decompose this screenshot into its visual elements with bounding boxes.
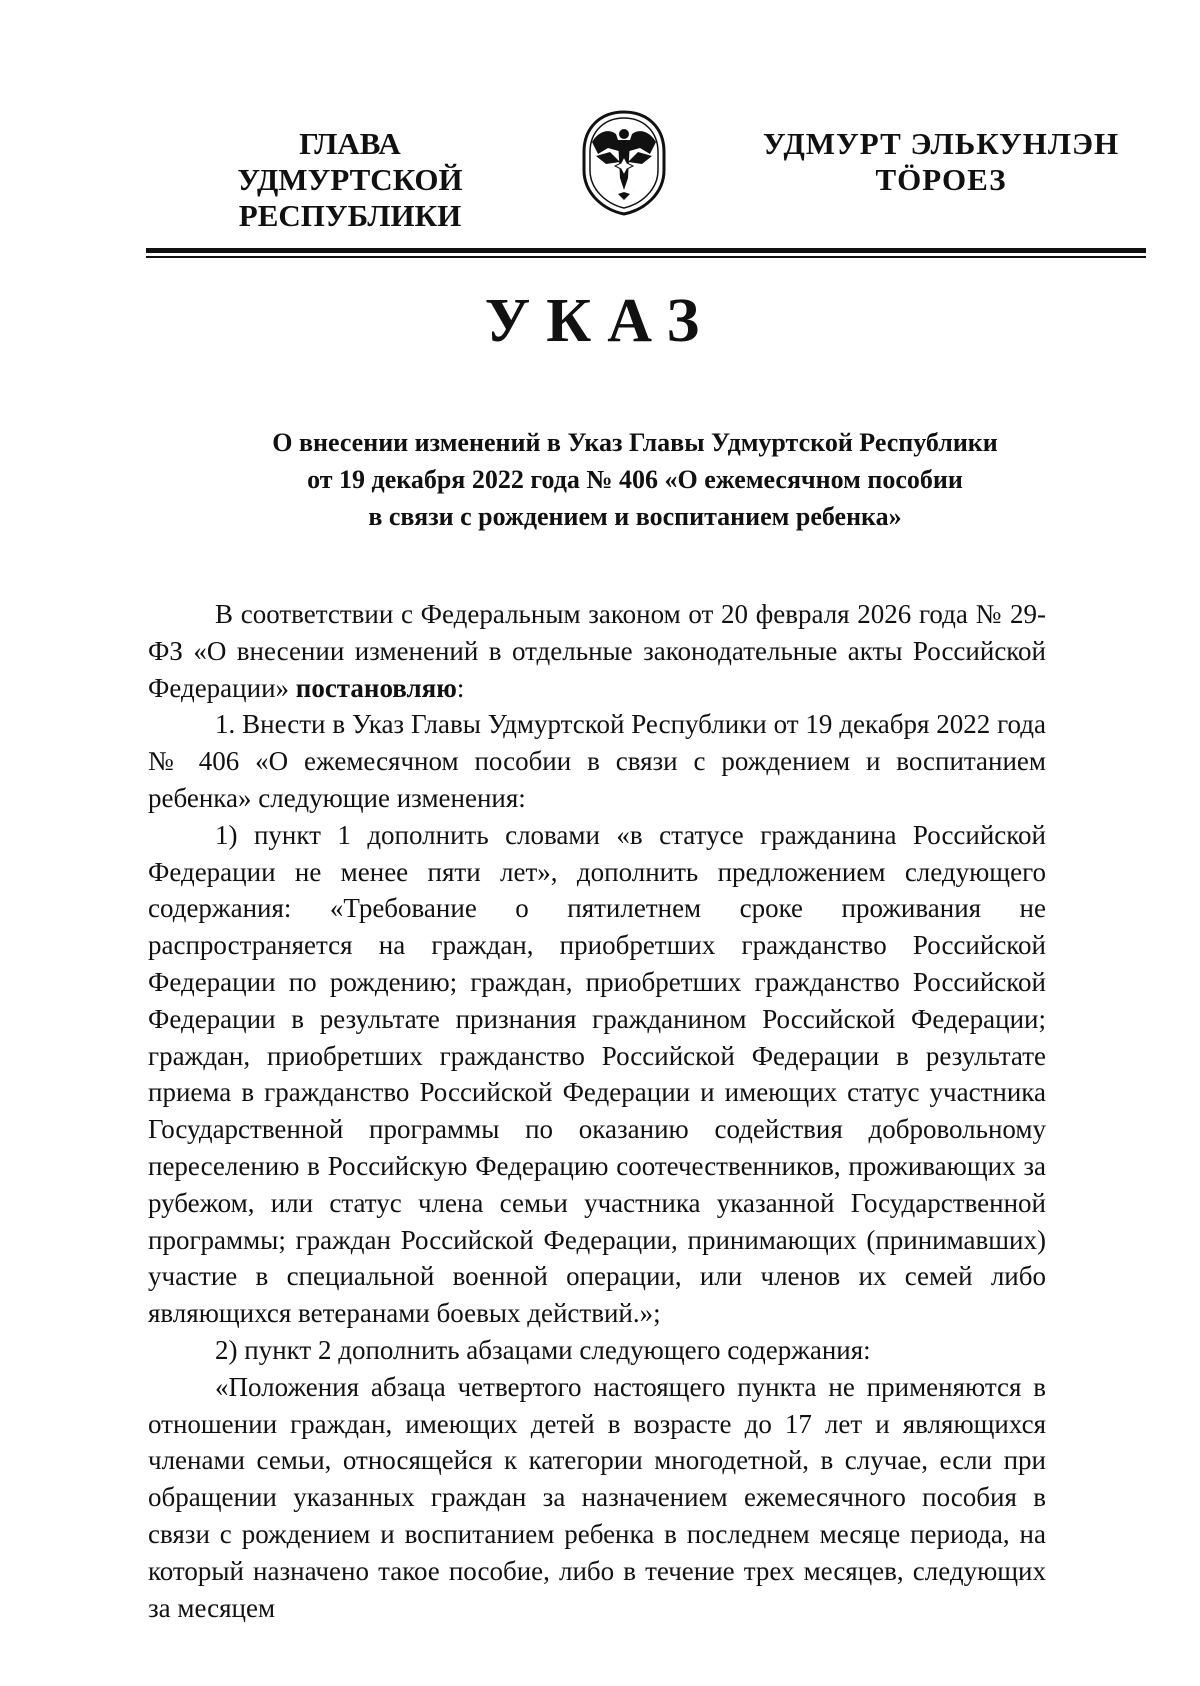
coat-of-arms-icon	[578, 108, 670, 218]
issuer-head-udmurt: ТӦРОЕЗ	[875, 162, 1007, 197]
issuer-republic: УДМУРТСКОЙ РЕСПУБЛИКИ	[237, 162, 463, 233]
issuer-block-udmurt	[726, 126, 1156, 198]
preamble-paragraph	[148, 596, 1046, 706]
preamble-text: В соответствии с Федеральным законом от 20 февраля 2026 года № 29-ФЗ «О внесении изменений в отдельные законодательные акты Российской Федерации»	[148, 599, 1046, 703]
document-type-title: УКАЗ	[484, 287, 716, 355]
header-divider-thick	[146, 248, 1146, 253]
preamble-operative-word: постановляю	[295, 672, 457, 703]
issuer-title-udmurt: УДМУРТ ЭЛЬКУНЛЭН	[762, 126, 1120, 161]
issuer-title: ГЛАВА	[299, 126, 401, 161]
decree-body	[148, 596, 1046, 1626]
subject-line-2: от 19 декабря 2022 года № 406 «О ежемесячном пособии	[307, 465, 963, 494]
item-1-paragraph: 1. Внести в Указ Главы Удмуртской Республики от 19 декабря 2022 года № 406 «О ежемесячном пособии в связи с рождением и воспитанием ребенка» следующие изменения:	[148, 709, 1046, 813]
decree-subject	[210, 424, 1060, 535]
header-divider-thin	[146, 256, 1146, 258]
subject-line-1: О внесении изменений в Указ Главы Удмуртской Республики	[272, 428, 998, 457]
item-1-subitem-2: 2) пункт 2 дополнить абзацами следующего содержания:	[215, 1334, 871, 1365]
item-1-subitem-1: 1) пункт 1 дополнить словами «в статусе гражданина Российской Федерации не менее пяти лет», дополнить предложением следующего содержания: «Требование о пятилетнем сроке проживания не распространяется на граждан, приобретших гражданство Российской Федерации по рождению; граждан, приобретших гражданство Российской Федерации в результате признания гражданином Российской Федерации; граждан, приобретших гражданство Российской Федерации в результате приема в гражданство Российской Федерации и имеющих статус участника Государственной программы по оказанию содействия добровольному переселению в Российскую Федерацию соотечественников, проживающих за рубежом, или статус члена семьи участника указанной Государственной программы; граждан Российской Федерации, принимающих (принимавших) участие в специальной военной операции, или членов их семей либо являющихся ветеранами боевых действий.»;	[148, 819, 1046, 1329]
issuer-block-russian	[140, 126, 560, 234]
subject-line-3: в связи с рождением и воспитанием ребенка»	[368, 502, 902, 531]
quoted-amendment-paragraph: «Положения абзаца четвертого настоящего пункта не применяются в отношении граждан, имеющих детей в возрасте до 17 лет и являющихся членами семьи, относящейся к категории многодетной, в случае, если при обращении указанных граждан за назначением ежемесячного пособия в связи с рождением и воспитанием ребенка в последнем месяце периода, на который назначено такое пособие, либо в течение трех месяцев, следующих за месяцем	[148, 1371, 1046, 1623]
preamble-colon: :	[456, 672, 465, 703]
